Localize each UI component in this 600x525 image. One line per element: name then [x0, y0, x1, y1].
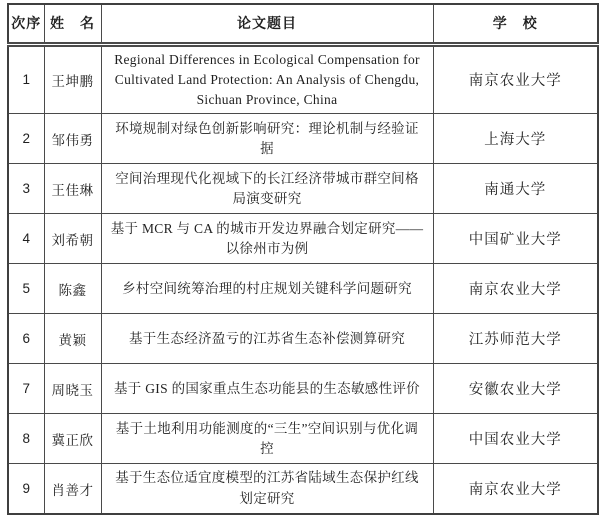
cell-name: 王坤鹏 [44, 44, 101, 114]
cell-index: 6 [8, 314, 44, 364]
table-row [8, 414, 598, 464]
cell-index: 1 [8, 44, 44, 114]
cell-school: 安徽农业大学 [433, 364, 598, 414]
table-row [8, 164, 598, 214]
cell-title: 基于生态位适宜度模型的江苏省陆域生态保护红线划定研究 [101, 464, 433, 514]
column-header-index: 次序 [8, 4, 44, 44]
table-row [8, 44, 598, 114]
papers-table [7, 3, 599, 515]
cell-name: 陈鑫 [44, 264, 101, 314]
cell-name: 黄颖 [44, 314, 101, 364]
header-row [8, 4, 598, 44]
cell-title: 基于 GIS 的国家重点生态功能县的生态敏感性评价 [101, 364, 433, 414]
cell-title: 基于 MCR 与 CA 的城市开发边界融合划定研究——以徐州市为例 [101, 214, 433, 264]
cell-school: 南京农业大学 [433, 464, 598, 514]
table-row [8, 264, 598, 314]
column-header-title: 论文题目 [101, 4, 433, 44]
cell-title: 空间治理现代化视域下的长江经济带城市群空间格局演变研究 [101, 164, 433, 214]
table-row [8, 364, 598, 414]
cell-name: 刘希朝 [44, 214, 101, 264]
cell-school: 南京农业大学 [433, 264, 598, 314]
table-row [8, 314, 598, 364]
cell-title: 乡村空间统筹治理的村庄规划关键科学问题研究 [101, 264, 433, 314]
table-row [8, 464, 598, 514]
cell-index: 2 [8, 114, 44, 164]
cell-school: 江苏师范大学 [433, 314, 598, 364]
cell-name: 周晓玉 [44, 364, 101, 414]
cell-school: 上海大学 [433, 114, 598, 164]
cell-index: 7 [8, 364, 44, 414]
cell-index: 4 [8, 214, 44, 264]
table-row [8, 214, 598, 264]
cell-title: 基于土地利用功能测度的“三生”空间识别与优化调控 [101, 414, 433, 464]
table-row [8, 114, 598, 164]
column-header-school: 学 校 [433, 4, 598, 44]
cell-school: 中国农业大学 [433, 414, 598, 464]
cell-title: 环境规制对绿色创新影响研究：理论机制与经验证据 [101, 114, 433, 164]
cell-title: Regional Differences in Ecological Compensation for Cultivated Land Protection: An Analysis of Chengdu, Sichuan Province, China [101, 44, 433, 114]
cell-school: 南京农业大学 [433, 44, 598, 114]
column-header-name: 姓 名 [44, 4, 101, 44]
cell-school: 中国矿业大学 [433, 214, 598, 264]
cell-school: 南通大学 [433, 164, 598, 214]
cell-name: 邹伟勇 [44, 114, 101, 164]
table-body [8, 44, 598, 514]
cell-title: 基于生态经济盈亏的江苏省生态补偿测算研究 [101, 314, 433, 364]
cell-index: 9 [8, 464, 44, 514]
cell-name: 王佳琳 [44, 164, 101, 214]
cell-index: 5 [8, 264, 44, 314]
cell-index: 3 [8, 164, 44, 214]
cell-name: 冀正欣 [44, 414, 101, 464]
cell-name: 肖善才 [44, 464, 101, 514]
cell-index: 8 [8, 414, 44, 464]
